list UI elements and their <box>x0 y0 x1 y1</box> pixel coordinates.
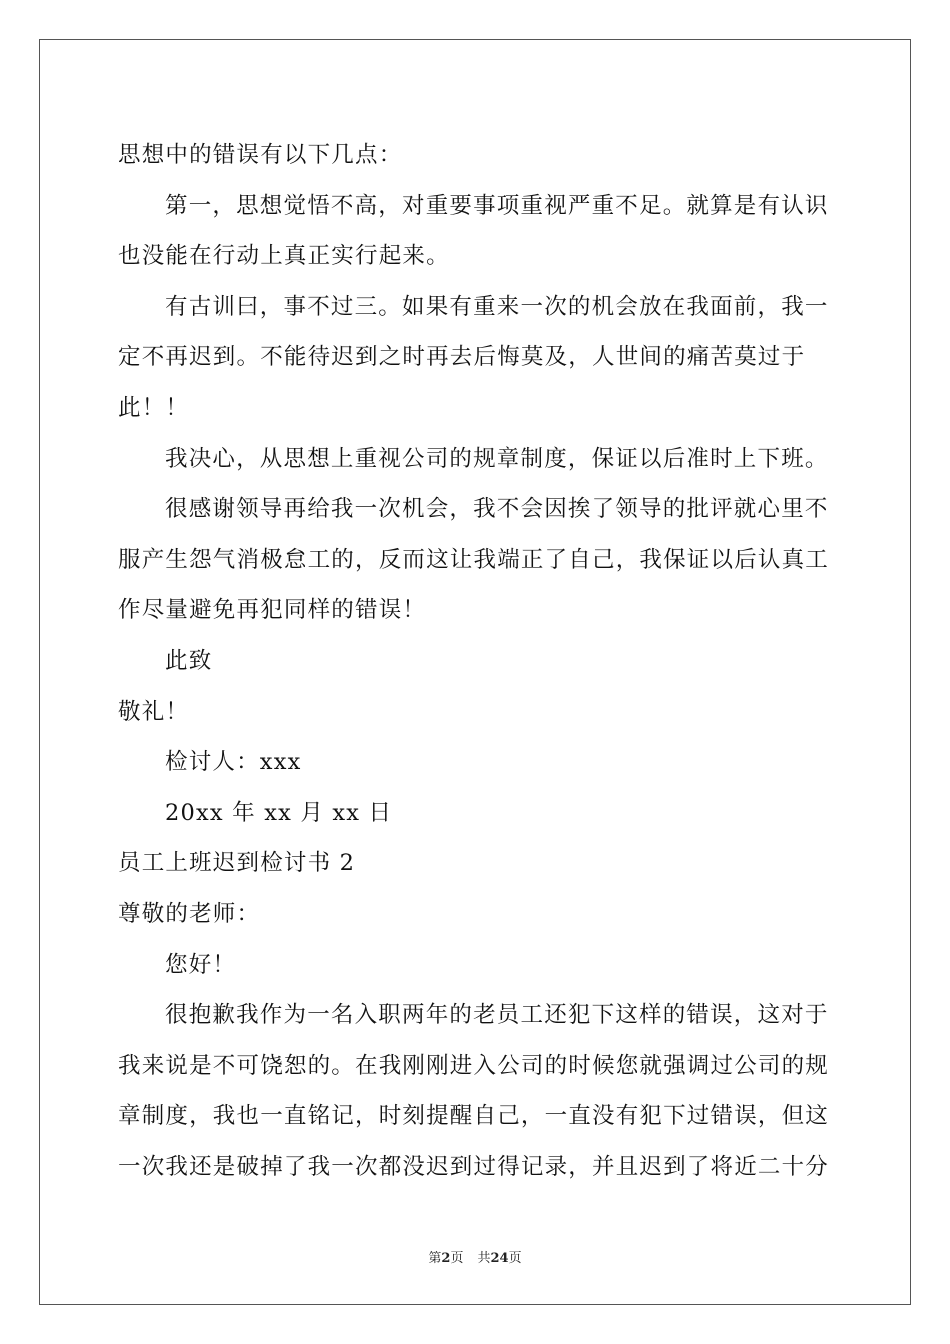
paragraph-line: 思想中的错误有以下几点： <box>118 142 403 168</box>
paragraph-line: 很抱歉我作为一名入职两年的老员工还犯下这样的错误，这对于 <box>165 1002 829 1029</box>
total-pages: 24 <box>490 1251 509 1266</box>
greeting: 您好！ <box>165 951 237 978</box>
salutation: 敬礼！ <box>118 698 190 725</box>
closing-phrase: 此致 <box>165 647 213 674</box>
paragraph-line: 我来说是不可饶恕的。在我刚刚进入公司的时候您就强调过公司的规 <box>118 1052 830 1079</box>
greeting-recipient: 尊敬的老师： <box>118 900 261 927</box>
paragraph-line: 章制度，我也一直铭记，时刻提醒自己，一直没有犯下过错误，但这 <box>118 1103 830 1130</box>
paragraph-line: 有古训曰，事不过三。如果有重来一次的机会放在我面前，我一 <box>165 293 829 320</box>
paragraph-line: 第一，思想觉悟不高，对重要事项重视严重不足。就算是有认识 <box>165 192 829 219</box>
document-body <box>118 130 834 1192</box>
section-title: 员工上班迟到检讨书 2 <box>118 850 356 877</box>
signature-name: 检讨人：xxx <box>165 749 302 776</box>
page-number: 2 <box>441 1251 451 1266</box>
total-prefix: 共 <box>477 1251 491 1266</box>
page-prefix: 第 <box>428 1251 442 1266</box>
page-footer <box>0 1247 950 1266</box>
paragraph-line: 很感谢领导再给我一次机会，我不会因挨了领导的批评就心里不 <box>165 496 829 523</box>
page-suffix: 页 <box>450 1251 464 1266</box>
paragraph-line: 也没能在行动上真正实行起来。 <box>118 243 450 270</box>
signature-date: 20xx 年 xx 月 xx 日 <box>165 799 393 826</box>
paragraph-line: 定不再迟到。不能待迟到之时再去后悔莫及，人世间的痛苦莫过于 <box>118 344 806 371</box>
paragraph-line: 作尽量避免再犯同样的错误！ <box>118 597 427 624</box>
paragraph-line: 我决心，从思想上重视公司的规章制度，保证以后准时上下班。 <box>165 445 829 472</box>
total-suffix: 页 <box>508 1251 522 1266</box>
paragraph-line: 此！！ <box>118 394 190 421</box>
paragraph-line: 一次我还是破掉了我一次都没迟到过得记录，并且迟到了将近二十分 <box>118 1153 830 1180</box>
paragraph-line: 服产生怨气消极怠工的，反而这让我端正了自己，我保证以后认真工 <box>118 546 830 573</box>
